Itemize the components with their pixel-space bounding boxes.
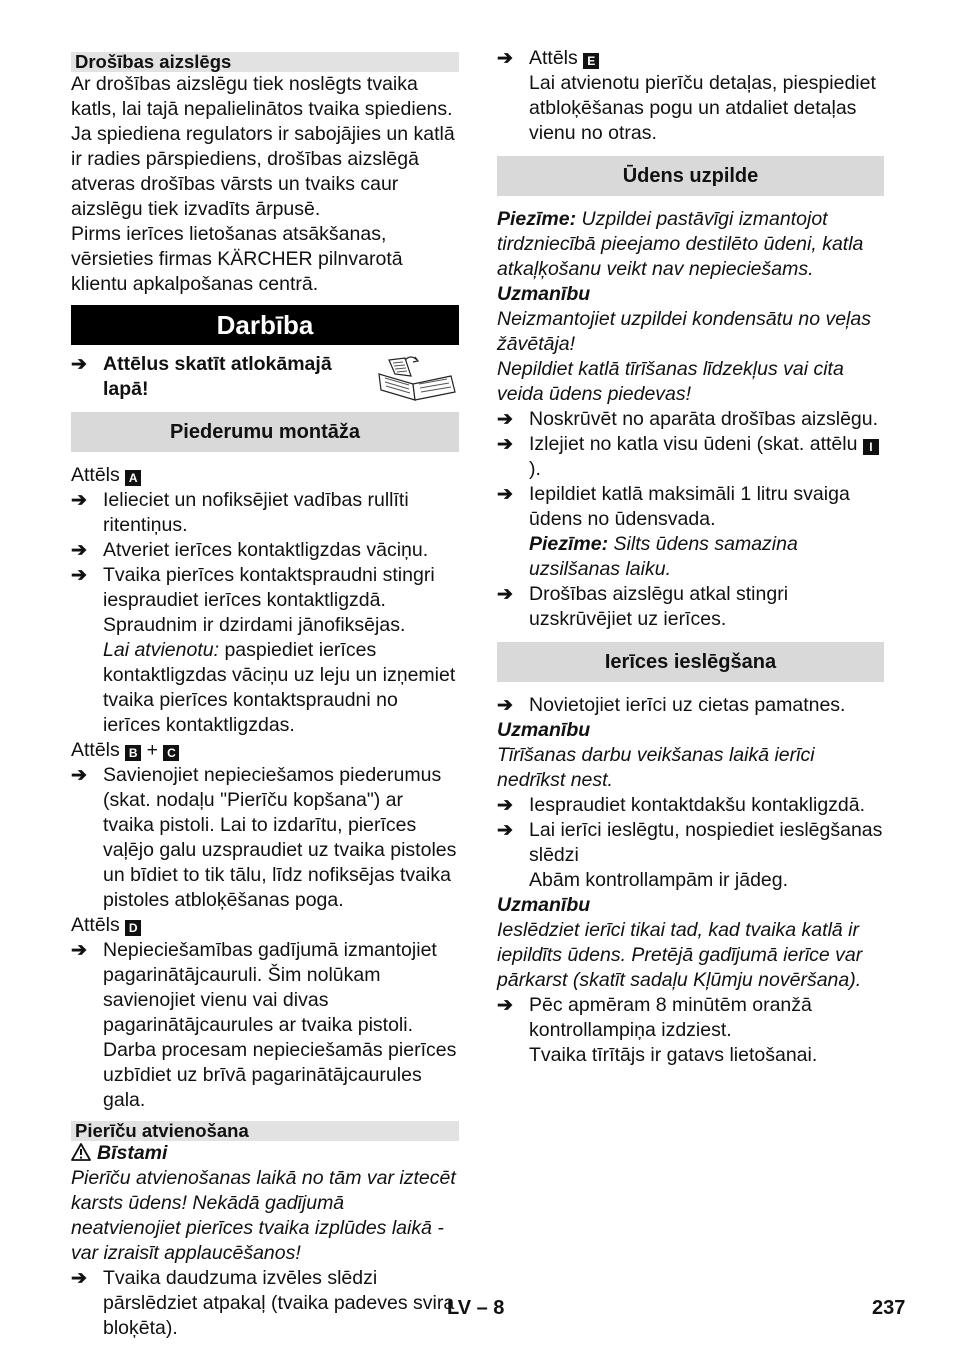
step-s2	[497, 793, 884, 818]
arrow-right-icon: ➔	[497, 995, 513, 1016]
plus-sign: +	[146, 739, 159, 761]
step-s4-text: Pēc apmēram 8 minūtēm oranžā kontrollampiņa izdziest.	[529, 994, 812, 1041]
arrow-right-icon: ➔	[497, 584, 513, 605]
caution-2-text: Tīrīšanas darbu veikšanas laikā ierīci nedrīkst nest.	[497, 744, 815, 791]
step-a1	[71, 488, 459, 538]
step-bc-text: Savienojiet nepieciešamos piederumus (skat. nodaļu "Pierīču kopšana") ar tvaika pistoli. Lai to izdarītu, pierīces vaļējo galu uzspraudiet uz tvaika pistoles un bīdiet to tik tālu, līdz nofiksējas tvaika pistoles atbloķēšanas poga.	[103, 764, 457, 911]
section-accessories: Piederumu montāža	[71, 412, 459, 452]
arrow-right-icon: ➔	[71, 490, 87, 511]
figure-ref-a	[71, 463, 459, 488]
arrow-right-icon: ➔	[71, 540, 87, 561]
paragraph-safety-2: Pirms ierīces lietošanas atsākšanas, vērsieties firmas KÄRCHER pilnvarotā klientu apkalpošanas centrā.	[71, 223, 403, 295]
book-step-text: Attēlus skatīt atlokāmajā lapā!	[103, 353, 332, 400]
step-w2-text: Izlejiet no katla visu ūdeni (skat. attēlu	[529, 433, 858, 455]
arrow-right-icon: ➔	[71, 940, 87, 961]
step-a2	[71, 538, 459, 563]
caution-heading-2: Uzmanību	[497, 719, 591, 741]
figure-label-c: C	[163, 745, 179, 761]
step-s3-result: Abām kontrollampām ir jādeg.	[529, 869, 789, 891]
chapter-title: Darbība	[71, 305, 459, 345]
step-a2-text: Atveriet ierīces kontaktligzdas vāciņu.	[103, 539, 429, 561]
figure-word: Attēls	[71, 464, 120, 486]
note-label: Piezīme:	[497, 208, 577, 230]
figure-label-a: A	[125, 470, 141, 486]
warning-triangle-icon	[71, 1143, 91, 1161]
section-switch-on: Ierīces ieslēgšana	[497, 642, 884, 682]
caution-heading-3: Uzmanību	[497, 894, 591, 916]
figure-ref-d	[71, 913, 459, 938]
arrow-right-icon: ➔	[497, 795, 513, 816]
section-water-fill: Ūdens uzpilde	[497, 156, 884, 196]
step-w3-note-label: Piezīme:	[529, 533, 609, 555]
step-a1-text: Ielieciet un nofiksējiet vadības rullīti ritentiņus.	[103, 489, 409, 536]
paragraph-safety-1: Ar drošības aizslēgu tiek noslēgts tvaika katls, lai tajā nepalielinātos tvaika spiediens. Ja spiediena regulators ir sabojājies un katlā ir radies pārspiediens, drošības aizslēgā atveras drošības vārsts un tvaiks caur aizslēgu tiek izvadīts ārpusē.	[71, 73, 455, 220]
right-column	[497, 46, 884, 1068]
step-w2	[497, 432, 884, 482]
caution-1-text-b: Nepildiet katlā tīrīšanas līdzekļus vai cita veida ūdens piedevas!	[497, 358, 844, 405]
caution-1-text-a: Neizmantojiet uzpildei kondensātu no veļas žāvētāja!	[497, 308, 871, 355]
figure-label-b: B	[125, 745, 141, 761]
step-d	[71, 938, 459, 1113]
arrow-right-icon: ➔	[71, 765, 87, 786]
arrow-right-icon: ➔	[497, 695, 513, 716]
heading-detach: Pierīču atvienošana	[71, 1121, 459, 1141]
step-d-text: Nepieciešamības gadījumā izmantojiet pagarinātājcauruli. Šim nolūkam savienojiet vienu vai divas pagarinātājcaurules ar tvaika pistoli. Darba procesam nepieciešamās pierīces uzbīdiet uz brīvā pagarinātājcaurules gala.	[103, 939, 457, 1111]
step-s3	[497, 818, 884, 893]
figure-word: Attēls	[71, 914, 120, 936]
step-w4	[497, 582, 884, 632]
step-a3-text: Tvaika pierīces kontaktspraudni stingri iespraudiet ierīces kontaktligzdā. Spraudnim ir dzirdami jānofiksējas.	[103, 564, 435, 636]
figure-word: Attēls	[529, 47, 578, 69]
figure-label-i: I	[863, 439, 879, 455]
step-w3	[497, 482, 884, 582]
arrow-right-icon: ➔	[71, 565, 87, 586]
figure-ref-bc	[71, 738, 459, 763]
page-number: 237	[872, 1297, 906, 1319]
arrow-right-icon: ➔	[497, 484, 513, 505]
step-detach	[71, 1266, 459, 1341]
arrow-right-icon: ➔	[497, 434, 513, 455]
step-w1	[497, 407, 884, 432]
figure-label-d: D	[125, 920, 141, 936]
caution-heading-1: Uzmanību	[497, 283, 591, 305]
step-w3-text: Iepildiet katlā maksimāli 1 litru svaiga ūdens no ūdensvada.	[529, 483, 850, 530]
figure-label-e: E	[583, 53, 599, 69]
note-paragraph	[497, 207, 884, 282]
step-s4-result: Tvaika tīrītājs ir gatavs lietošanai.	[529, 1044, 818, 1066]
arrow-right-icon: ➔	[71, 354, 87, 375]
step-s4	[497, 993, 884, 1068]
step-fig-e-text: Lai atvienotu pierīču detaļas, piespiediet atbloķēšanas pogu un atdaliet detaļas vienu no otras.	[529, 72, 876, 144]
step-detach-text: Tvaika daudzuma izvēles slēdzi pārslēdziet atpakaļ (tvaika padeves svira bloķēta).	[103, 1267, 455, 1339]
left-column	[71, 46, 459, 1341]
caution-3-text: Ieslēdziet ierīci tikai tad, kad tvaika katlā ir iepildīts ūdens. Pretējā gadījumā ierīce var pārkarst (skatīt sadaļu Kļūmju novēršana).	[497, 919, 863, 991]
danger-label: Bīstami	[97, 1142, 168, 1164]
step-bc	[71, 763, 459, 913]
arrow-right-icon: ➔	[497, 48, 513, 69]
danger-text: Pierīču atvienošanas laikā no tām var iztecēt karsts ūdens! Nekādā gadījumā neatvienojiet pierīces tvaika izplūdes laikā - var izraisīt applaucēšanos!	[71, 1167, 456, 1264]
heading-safety-cap: Drošības aizslēgs	[71, 52, 459, 72]
arrow-right-icon: ➔	[497, 820, 513, 841]
footer-section-label: LV – 8	[447, 1297, 505, 1319]
step-a3-note-text: paspiediet ierīces kontaktligzdas vāciņu uz leju un izņemiet tvaika pierīces kontaktspraudni no ierīces kontaktligzdas.	[103, 639, 456, 736]
step-s1-text: Novietojiet ierīci uz cietas pamatnes.	[529, 694, 846, 716]
step-w4-text: Drošības aizslēgu atkal stingri uzskrūvējiet uz ierīces.	[529, 583, 789, 630]
step-s2-text: Iespraudiet kontaktdakšu kontakligzdā.	[529, 794, 866, 816]
step-a3-note-label: Lai atvienotu:	[103, 639, 220, 661]
book-step	[71, 352, 459, 402]
figure-word: Attēls	[71, 739, 120, 761]
step-w1-text: Noskrūvēt no aparāta drošības aizslēgu.	[529, 408, 879, 430]
step-s3-text: Lai ierīci ieslēgtu, nospiediet ieslēgšanas slēdzi	[529, 819, 883, 866]
arrow-right-icon: ➔	[71, 1268, 87, 1289]
step-a3	[71, 563, 459, 738]
step-w2-end: ).	[529, 458, 541, 480]
open-book-icon	[375, 354, 459, 402]
step-s1	[497, 693, 884, 718]
step-w3-note-text: Silts ūdens samazina uzsilšanas laiku.	[529, 533, 798, 580]
step-fig-e	[497, 46, 884, 146]
danger-heading	[71, 1141, 459, 1166]
note-text: Uzpildei pastāvīgi izmantojot tirdzniecībā pieejamo destilēto ūdeni, katla atkaļķošanu veikt nav nepieciešams.	[497, 208, 864, 280]
arrow-right-icon: ➔	[497, 409, 513, 430]
